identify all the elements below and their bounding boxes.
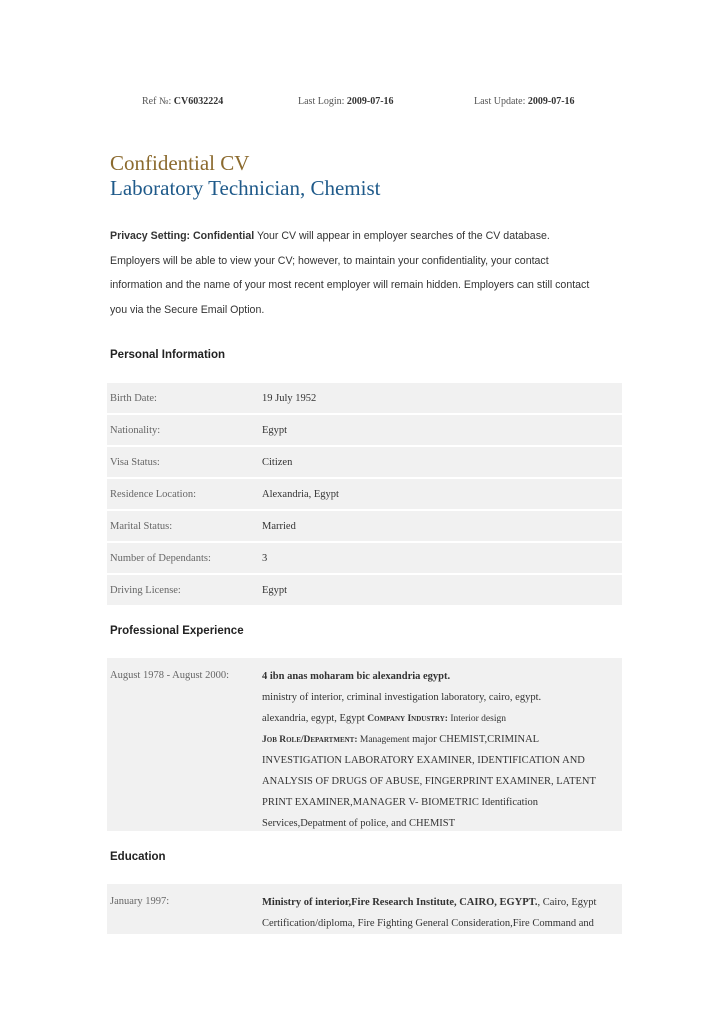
info-row-marital-status: Marital Status: Married: [107, 511, 622, 541]
ref-value: CV6032224: [173, 96, 224, 107]
experience-entry: [107, 658, 622, 831]
info-row-residence: Residence Location: Alexandria, Egypt: [107, 479, 622, 509]
education-details: Ministry of interior,Fire Research Institute, CAIRO, EGYPT., Cairo, Egypt Certification/diploma, Fire Fighting General Consideration,Fire Command and: [262, 897, 597, 929]
last-login-value: 2009-07-16: [346, 96, 394, 107]
section-heading-education: Education: [110, 851, 166, 863]
job-title: Laboratory Technician, Chemist: [110, 176, 381, 200]
experience-employer: 4 ibn anas moharam bic alexandria egypt.: [262, 671, 451, 682]
ref-number: Ref №: CV6032224: [142, 96, 224, 107]
section-heading-personal: Personal Information: [110, 349, 226, 361]
last-update-value: 2009-07-16: [527, 96, 575, 107]
info-row-nationality: Nationality: Egypt: [107, 415, 622, 445]
info-row-visa-status: Visa Status: Citizen: [107, 447, 622, 477]
page-title: Confidential CV: [110, 151, 250, 175]
education-entry: [107, 884, 622, 934]
info-row-driving-license: Driving License: Egypt: [107, 575, 622, 605]
privacy-label: Privacy Setting: Confidential: [110, 230, 255, 242]
info-row-dependants: Number of Dependants: 3: [107, 543, 622, 573]
education-institution: Ministry of interior,Fire Research Institute, CAIRO, EGYPT.: [262, 897, 538, 908]
last-login: Last Login: 2009-07-16: [298, 96, 394, 107]
privacy-notice: Privacy Setting: Confidential Your CV will appear in employer searches of the CV database. Employers will be able to view your CV; however, to maintain your confidentiality, your contact information and the name of your most recent employer will remain hidden. Employers can still contact you via the Secure Email Option.: [110, 230, 590, 316]
education-period: January 1997:: [110, 896, 170, 907]
last-update: Last Update: 2009-07-16: [474, 96, 575, 107]
experience-period: August 1978 - August 2000:: [110, 670, 230, 681]
experience-details: 4 ibn anas moharam bic alexandria egypt. ministry of interior, criminal investigation laboratory, cairo, egypt. alexandria, egypt, Egypt Company Industry: Interior design Job Role/Department: Management major CHEMIST,CRIMINAL INVESTIGATION LABORATORY EXAMINER, IDENTIFICATION AND ANALYSIS OF DRUGS OF ABUSE, FINGERPRINT EXAMINER, LATENT PRINT EXAMINER,MANAGER V- BIOMETRIC Identification Services,Depatment of police, and CHEMIST: [262, 671, 596, 829]
section-heading-experience: Professional Experience: [110, 625, 244, 637]
info-row-birth-date: Birth Date: 19 July 1952: [107, 383, 622, 413]
